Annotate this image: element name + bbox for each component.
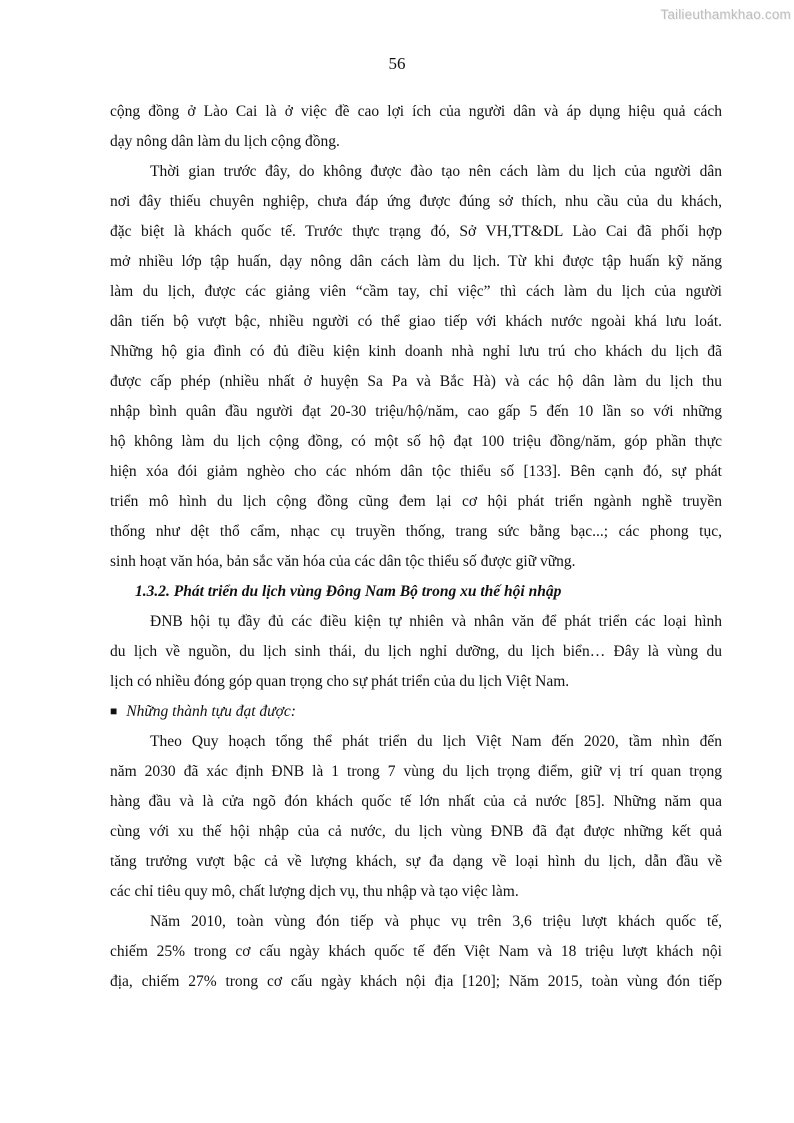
paragraph-2-line-3: đặc biệt là khách quốc tế. Trước thực trạng đó, Sở VH,TT&DL Lào Cai đã phối hợp [110, 223, 722, 240]
paragraph-2-line-4: mở nhiều lớp tập huấn, dạy nông dân cách làm du lịch. Từ khi được tập huấn kỹ năng [110, 253, 722, 270]
watermark: Tailieuthamkhao.com [660, 7, 791, 22]
paragraph-2-line-2: nơi đây thiếu chuyên nghiệp, chưa đáp ứng được đúng sở thích, nhu cầu của du khách, [110, 193, 722, 210]
paragraph-1-line-1: cộng đồng ở Lào Cai là ở việc đề cao lợi ích của người dân và áp dụng hiệu quả cách [110, 103, 722, 120]
section-heading: 1.3.2. Phát triển du lịch vùng Đông Nam Bộ trong xu thế hội nhập [135, 583, 562, 600]
bullet-item-label: Những thành tựu đạt được: [126, 703, 296, 720]
paragraph-2-line-8: được cấp phép (nhiều nhất ở huyện Sa Pa và Bắc Hà) và các hộ dân làm du lịch thu [110, 373, 722, 390]
paragraph-6-line-3: hàng đầu và là cửa ngõ đón khách quốc tế lớn nhất của cả nước [85]. Những năm qua [110, 793, 722, 810]
paragraph-2-line-10: hộ không làm du lịch cộng đồng, có một số hộ đạt 100 triệu đồng/năm, góp phần thực [110, 433, 722, 450]
paragraph-2-line-14: sinh hoạt văn hóa, bản sắc văn hóa của các dân tộc thiểu số được giữ vững. [110, 553, 576, 570]
document-body [110, 97, 722, 997]
page-number: 56 [388, 54, 406, 73]
paragraph-2-line-9: nhập bình quân đầu người đạt 20-30 triệu/hộ/năm, cao gấp 5 đến 10 lần so với những [110, 403, 722, 420]
paragraph-7-line-2: chiếm 25% trong cơ cấu ngày khách quốc tế đến Việt Nam và 18 triệu lượt khách nội [110, 943, 722, 960]
paragraph-2-line-5: làm du lịch, được các giảng viên “cầm tay, chỉ việc” thì cách làm du lịch của người [110, 283, 722, 300]
paragraph-2-line-13: thống như dệt thổ cẩm, nhạc cụ truyền thống, trang sức bằng bạc...; các phong tục, [110, 523, 722, 540]
paragraph-2-line-7: Những hộ gia đình có đủ điều kiện kinh doanh nhà nghỉ lưu trú cho khách du lịch đã [110, 343, 722, 360]
paragraph-6-line-1: Theo Quy hoạch tổng thể phát triển du lịch Việt Nam đến 2020, tầm nhìn đến [150, 733, 722, 750]
paragraph-2-line-12: triển mô hình du lịch cộng đồng cũng đem lại cơ hội phát triển ngành nghề truyền [110, 493, 722, 510]
paragraph-7-line-1: Năm 2010, toàn vùng đón tiếp và phục vụ trên 3,6 triệu lượt khách quốc tế, [150, 913, 722, 930]
paragraph-4-line-3: lịch có nhiều đóng góp quan trọng cho sự phát triển của du lịch Việt Nam. [110, 673, 570, 690]
bullet-item [110, 697, 722, 727]
paragraph-6-line-4: cùng với xu thế hội nhập của cả nước, du lịch vùng ĐNB đã đạt được những kết quả [110, 823, 722, 840]
paragraph-7-line-3: địa, chiếm 27% trong cơ cấu ngày khách nội địa [120]; Năm 2015, toàn vùng đón tiếp [110, 973, 722, 990]
paragraph-1-line-2: dạy nông dân làm du lịch cộng đồng. [110, 133, 340, 150]
paragraph-4-line-2: du lịch về nguồn, du lịch sinh thái, du lịch nghỉ dưỡng, du lịch biển… Đây là vùng du [110, 643, 722, 660]
square-bullet-icon: ■ [110, 704, 118, 718]
paragraph-6-line-5: tăng trưởng vượt bậc cả về lượng khách, sự đa dạng về loại hình du lịch, dẫn đầu về [110, 853, 722, 870]
paragraph-4-line-1: ĐNB hội tụ đầy đủ các điều kiện tự nhiên và nhân văn để phát triển các loại hình [150, 613, 722, 630]
paragraph-2-line-1: Thời gian trước đây, do không được đào tạo nên cách làm du lịch của người dân [150, 163, 722, 180]
paragraph-6-line-6: các chỉ tiêu quy mô, chất lượng dịch vụ, thu nhập và tạo việc làm. [110, 883, 519, 900]
paragraph-2-line-11: hiện xóa đói giảm nghèo cho các nhóm dân tộc thiểu số [133]. Bên cạnh đó, sự phát [110, 463, 722, 480]
paragraph-6-line-2: năm 2030 đã xác định ĐNB là 1 trong 7 vùng du lịch trọng điểm, giữ vị trí quan trọng [110, 763, 722, 780]
paragraph-2-line-6: dân tiến bộ vượt bậc, nhiều người có thể giao tiếp với khách nước ngoài khá lưu loát. [110, 313, 722, 330]
